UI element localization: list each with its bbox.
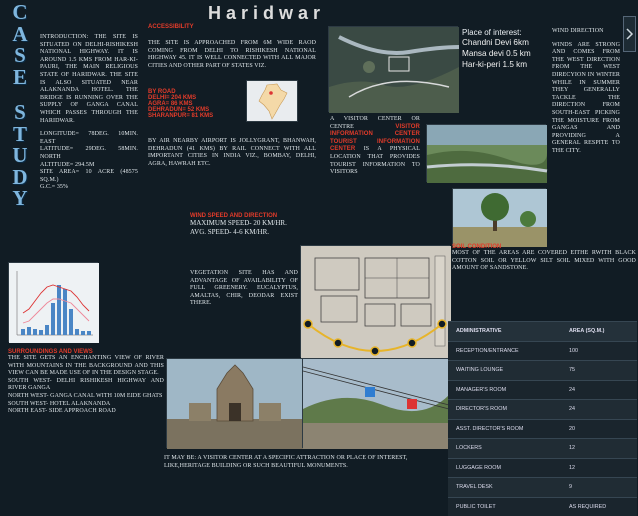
wind-speed-line: AVG. SPEED- 4-6 KM/HR. <box>190 228 330 237</box>
table-cell: DIRECTOR'S ROOM <box>448 406 561 412</box>
table-row <box>448 341 637 361</box>
tree-site-photo <box>452 188 546 246</box>
table-header-row <box>448 321 637 341</box>
introduction-text: INTRODUCTION: THE SITE IS SITUATED ON DELHI-RISHIKESH NATIONAL HIGHWAY. IT IS AROUND 1.5 KMS FROM HAR-KI-PAURI, THE MAIN RELIGIOUS STATE OF HARIDWAR. THE SITE IS ALSO SITUATED NEAR ALAKNANDA HOTEL. THE BRIDGE IS RUNNING OVER THE SUPPLY OF GANGA CANAL WHICH PASSES THROUGH THE HARIDWAR. <box>40 34 138 125</box>
table-row <box>448 360 637 380</box>
road-distance: DELHI= 204 KMS <box>148 95 244 101</box>
table-cell: 12 <box>561 445 637 451</box>
surroundings-south-west: SOUTH WEST- DELHI RISHIKESH HIGHWAY AND RIVER GANGA <box>8 378 164 393</box>
road-distance: AGRA= 86 KMS <box>148 101 244 107</box>
side-letter: S <box>14 102 26 124</box>
table-cell: PUBLIC TOILET <box>448 504 561 510</box>
table-cell: 24 <box>561 387 637 393</box>
ground-coverage: G.C.= 35% <box>40 184 138 192</box>
place-item: Chandni Devi 6km <box>462 37 552 48</box>
footer-note: IT MAY BE: A VISITOR CENTER AT A SPECIFIC ATTRACTION OR PLACE OF INTEREST, LIKE,HERITAGE BUILDING OR SUCH BEAUTIFUL MONUMENTS. <box>164 455 446 470</box>
altitude: ALTITUDE= 294.5M <box>40 162 138 170</box>
table-row <box>448 380 637 400</box>
surroundings-block <box>8 349 164 416</box>
table-row <box>448 497 637 516</box>
site-area: SITE AREA= 10 ACRE (48575 SQ.M.) <box>40 169 138 184</box>
wind-speed-line: MAXIMUM SPEED- 20 KM/HR. <box>190 219 330 228</box>
road-distance: SHARANPUR= 81 KMS <box>148 113 244 119</box>
surroundings-north-east: NORTH EAST- SIDE APPROACH ROAD <box>8 408 164 416</box>
side-letter: Y <box>12 188 27 210</box>
place-item: Mansa devi 0.5 km <box>462 48 552 59</box>
accessibility-block <box>148 24 316 70</box>
visitor-text-pre: A VISITOR CENTER OR CENTRE <box>330 116 420 130</box>
case-study-vertical-title <box>6 2 34 224</box>
administrative-area-table <box>448 321 637 516</box>
accessibility-text: THE SITE IS APPROACHED FROM 6M WIDE RAOD COMING FROM DELHI TO RISHIKESH NATIONAL HIGHWAY 45. IT IS WELL CONNECTED WITH ALL MAJOR CITIES AND OTHER PART OF STATES VIZ. <box>148 40 316 70</box>
side-letter: D <box>12 167 27 189</box>
soil-condition-block <box>452 244 636 273</box>
side-letter: C <box>12 2 27 24</box>
surroundings-heading: SURROUNDINGS AND VIEWS <box>8 349 164 355</box>
page-title: Haridwar <box>208 3 328 23</box>
table-cell: ASST. DIRECTOR'S ROOM <box>448 426 561 432</box>
table-row <box>448 438 637 458</box>
table-cell: TRAVEL DESK <box>448 484 561 490</box>
side-letter: U <box>12 145 27 167</box>
table-row <box>448 477 637 497</box>
table-cell: LOCKERS <box>448 445 561 451</box>
aerial-city-photo <box>426 124 546 182</box>
side-letter: S <box>14 45 26 67</box>
table-header-cell: AREA (SQ.M.) <box>561 328 637 334</box>
vegetation-text: VEGETATION SITE HAS AND ADVANTAGE OF AVAILABILITY OF FULL GREENERY. EUCALYPTUS, AMALTAS, CHIR, DEODAR EXIST THERE. <box>190 270 298 308</box>
table-cell: WAITING LOUNGE <box>448 367 561 373</box>
side-letter: E <box>13 67 27 89</box>
temple-photo <box>166 358 302 448</box>
by-road-heading: BY ROAD <box>148 89 244 95</box>
surroundings-north-west: NORTH WEST- GANGA CANAL WITH 10M EIDE GHATS <box>8 393 164 401</box>
table-cell: AS REQUIRED <box>561 504 637 510</box>
places-heading: Place of interest: <box>462 28 552 37</box>
road-distance: DEHRADUN= 52 KMS <box>148 107 244 113</box>
by-road-block <box>148 89 244 119</box>
table-cell: 9 <box>561 484 637 490</box>
accessibility-heading: ACCESSIBILITY <box>148 24 316 30</box>
table-cell: 12 <box>561 465 637 471</box>
table-cell: MANAGER'S ROOM <box>448 387 561 393</box>
table-row <box>448 419 637 439</box>
cable-car-photo <box>302 358 448 448</box>
side-letter: A <box>12 24 27 46</box>
surroundings-text: THE SITE GETS AN ENCHANTING VIEW OF RIVER WITH MOUNTAINS IN THE BACKGROUND AND THIS VIEW CAN BE MADE USE OF IN THE DESIGN STAGE. <box>8 355 164 378</box>
table-cell: 20 <box>561 426 637 432</box>
table-cell: 100 <box>561 348 637 354</box>
introduction-block <box>40 34 138 192</box>
places-of-interest <box>462 28 552 70</box>
visitor-center-definition <box>330 116 420 177</box>
climate-chart-image <box>8 262 98 342</box>
india-map-image <box>246 80 298 122</box>
table-header-cell: ADMINISTRATIVE <box>448 328 561 334</box>
soil-condition-text: MOST OF THE AREAS ARE COVERED EITHE RWITH BLACK COTTON SOIL OR YELLOW SILT SOIL MIXED WITH GOOD AMOUNT OF SANDSTONE. <box>452 250 636 273</box>
aerial-site-image <box>328 26 458 112</box>
table-cell: RECEPTION/ENTRANCE <box>448 348 561 354</box>
table-cell: 75 <box>561 367 637 373</box>
wind-speed-block <box>190 213 330 237</box>
wind-speed-heading: WIND SPEED AND DIRECTION <box>190 213 330 219</box>
place-item: Har-ki-peri 1.5 km <box>462 59 552 70</box>
wind-direction-text: WINDS ARE STRONG AND COMES FROM THE WEST DIRECTION FROM THE WEST DIRECYION IN WINTER WHILE IN SUMMER THEY GENERALLY TACKLE THE DIRECTION FROM SOUTH-EAST PICKING THE MOISTURE FROM GANGAS AND PROVIDING A GENERAL RESPITE TO THE CITY. <box>552 42 620 156</box>
visitor-text-post: IS A PHYSICAL LOCATION THAT PROVIDES TOURIST INFORMATION TO VISITORS <box>330 146 420 175</box>
side-letter: T <box>13 124 27 146</box>
wind-direction-block <box>552 28 620 156</box>
table-cell: LUGGAGE ROOM <box>448 465 561 471</box>
visitor-text-bold: VISITOR INFORMATION CENTER TOURIST INFORMATION CENTER <box>330 124 420 153</box>
soil-condition-heading: SOIL CONDITION <box>452 244 636 250</box>
next-arrow-icon[interactable] <box>623 16 636 52</box>
by-air-text: BY AIR NEARBY AIRPORT IS JOLLYGRANT, BHANWAH, DEHRADUN (41 KMS) BY RAIL CONNECT WITH ALL IMPORTANT CITIES IN INDIA VIZ., BOMBAY, DELHI, AGRA, HAWRAH ETC. <box>148 138 316 168</box>
table-cell: 24 <box>561 406 637 412</box>
table-row <box>448 399 637 419</box>
table-row <box>448 458 637 478</box>
longitude: LONGITUDE= 78DEG. 10MIN. EAST <box>40 131 138 146</box>
wind-direction-heading: WIND DIRECTION <box>552 28 620 36</box>
surroundings-south-west-2: SOUTH WEST- HOTEL ALAKNANDA <box>8 401 164 409</box>
latitude: LATITUDE= 29DEG. 58MIN. NORTH <box>40 146 138 161</box>
